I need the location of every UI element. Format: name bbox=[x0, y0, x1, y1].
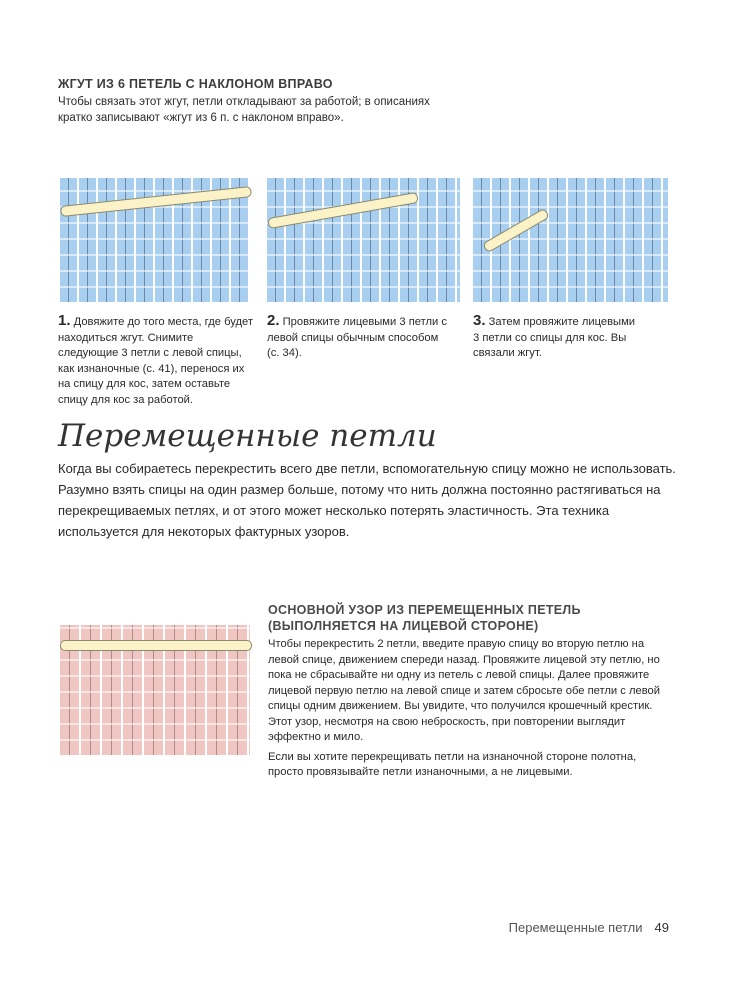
page-number: 49 bbox=[654, 920, 669, 935]
needle-icon bbox=[60, 640, 252, 651]
step-1: 1. Довяжите до того места, где будет находиться жгут. Снимите следующие 3 петли с левой спицы, как изнаночные (с. 41), перенося их на спицу для кос, затем оставьте спицу для кос за работой. bbox=[58, 312, 253, 406]
crossed-paragraph-2: Если вы хотите перекрещивать петли на изнаночной стороне полотна, просто провязывайте петли изнаночными, а не лицевыми. bbox=[268, 750, 637, 778]
cable-intro: Чтобы связать этот жгут, петли откладывают за работой; в описаниях кратко записывают «жгут из 6 п. с наклоном вправо». bbox=[58, 96, 430, 124]
section-title-script: Перемещенные петли bbox=[58, 418, 437, 454]
illustration-step-2 bbox=[267, 178, 460, 302]
section-heading-cable: ЖГУТ ИЗ 6 ПЕТЕЛЬ С НАКЛОНОМ ВПРАВО bbox=[58, 77, 333, 91]
crossed-text bbox=[268, 637, 673, 781]
page-footer bbox=[509, 920, 669, 935]
step-3: 3. Затем провяжите лицевыми 3 петли со спицы для кос. Вы связали жгут. bbox=[473, 312, 636, 359]
running-title: Перемещенные петли bbox=[508, 920, 643, 935]
step-2: 2. Провяжите лицевыми 3 петли с левой спицы обычным способом (с. 34). bbox=[267, 312, 447, 359]
section-body: Когда вы собираетесь перекрестить всего две петли, вспомогательную спицу можно не использовать. Разумно взять спицы на один размер больше, потому что нить должна постоянно растягиваться на перекрещиваемых петлях, и от этого может несколько потерять эластичность. Эта техника используется для некоторых фактурных узоров. bbox=[58, 461, 676, 539]
section-heading-crossed: ОСНОВНОЙ УЗОР ИЗ ПЕРЕМЕЩЕННЫХ ПЕТЕЛЬ (ВЫПОЛНЯЕТСЯ НА ЛИЦЕВОЙ СТОРОНЕ) bbox=[268, 603, 581, 633]
crossed-paragraph-1: Чтобы перекрестить 2 петли, введите правую спицу во вторую петлю на левой спице, движением спереди назад. Провяжите лицевой эту петлю, но пока не сбрасывайте ни одну из петель с левой спицы. Далее провяжите лицевой первую петлю на левой спице и затем сбросьте обе петли с левой спицы одним движением. Вы увидите, что получился крошечный крестик. Этот узор, несмотря на свою неброскость, при повторении выглядит эффектно и мило. bbox=[268, 638, 661, 743]
